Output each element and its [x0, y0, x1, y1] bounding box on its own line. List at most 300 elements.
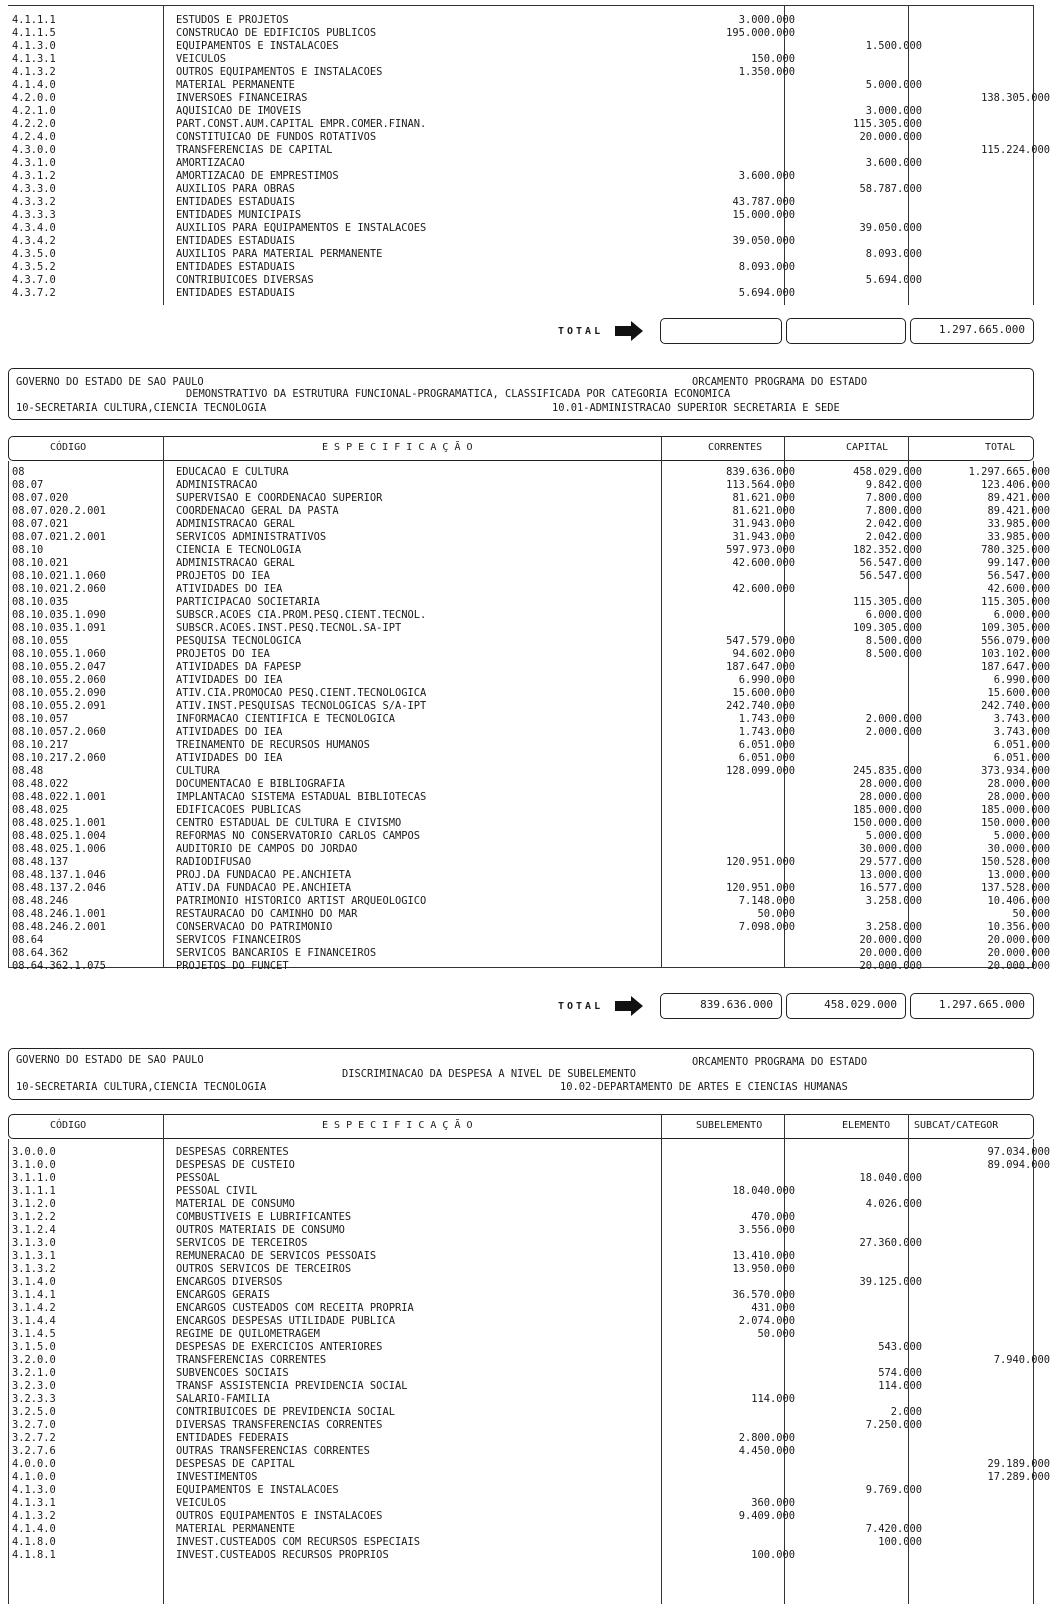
- row-value-b: 39.125.000: [859, 1276, 922, 1288]
- row-value-c: 373.934.000: [981, 765, 1050, 777]
- row-value-c: 89.094.000: [987, 1159, 1050, 1171]
- row-code: 4.3.0.0: [12, 144, 56, 156]
- table-row: [0, 1445, 1064, 1458]
- row-value-a: 18.040.000: [732, 1185, 795, 1197]
- table-row: [0, 765, 1064, 778]
- table-row: [0, 1328, 1064, 1341]
- table-row: [0, 261, 1064, 274]
- row-code: 3.1.2.2: [12, 1211, 56, 1223]
- table-row: [0, 1549, 1064, 1562]
- table-row: [0, 196, 1064, 209]
- row-description: ATIVIDADES DA FAPESP: [176, 661, 302, 673]
- row-code: 08.10.055: [12, 635, 69, 647]
- row-description: INFORMACAO CIENTIFICA E TECNOLOGICA: [176, 713, 395, 725]
- row-code: 08.10.021: [12, 557, 69, 569]
- table-row: [0, 79, 1064, 92]
- row-code: 3.1.3.0: [12, 1237, 56, 1249]
- row-value-a: 431.000: [751, 1302, 795, 1314]
- row-description: COORDENACAO GERAL DA PASTA: [176, 505, 339, 517]
- row-code: 08.10.217.2.060: [12, 752, 106, 764]
- row-code: 4.1.8.0: [12, 1536, 56, 1548]
- row-code: 4.3.1.2: [12, 170, 56, 182]
- row-description: CONSTRUCAO DE EDIFICIOS PUBLICOS: [176, 27, 377, 39]
- row-value-a: 8.093.000: [738, 261, 795, 273]
- table-row: [0, 1419, 1064, 1432]
- table-row: [0, 1224, 1064, 1237]
- table-row: [0, 1159, 1064, 1172]
- table-row: [0, 209, 1064, 222]
- row-description: INVEST.CUSTEADOS COM RECURSOS ESPECIAIS: [176, 1536, 420, 1548]
- row-description: ENTIDADES MUNICIPAIS: [176, 209, 302, 221]
- table-row: [0, 1341, 1064, 1354]
- table-row: [0, 1146, 1064, 1159]
- row-value-b: 8.500.000: [865, 648, 922, 660]
- table-row: [0, 1354, 1064, 1367]
- row-value-b: 100.000: [878, 1536, 922, 1548]
- table-row: [0, 1393, 1064, 1406]
- row-code: 08.07.020: [12, 492, 69, 504]
- row-value-b: 9.769.000: [865, 1484, 922, 1496]
- table-row: [0, 1289, 1064, 1302]
- row-description: MATERIAL PERMANENTE: [176, 79, 295, 91]
- row-value-a: 120.951.000: [726, 856, 795, 868]
- row-value-a: 360.000: [751, 1497, 795, 1509]
- row-value-c: 28.000.000: [987, 778, 1050, 790]
- table-row: [0, 687, 1064, 700]
- row-description: SERVICOS FINANCEIROS: [176, 934, 302, 946]
- row-code: 4.3.5.0: [12, 248, 56, 260]
- total-c: 1.297.665.000: [910, 318, 1034, 344]
- row-code: 4.2.0.0: [12, 92, 56, 104]
- row-value-a: 6.051.000: [738, 752, 795, 764]
- row-value-b: 8.093.000: [865, 248, 922, 260]
- row-code: 08.07.021.2.001: [12, 531, 106, 543]
- table-row: [0, 248, 1064, 261]
- row-description: PESQUISA TECNOLOGICA: [176, 635, 302, 647]
- row-description: TRANSFERENCIAS DE CAPITAL: [176, 144, 333, 156]
- row-code: 08.07.020.2.001: [12, 505, 106, 517]
- table-row: [0, 1172, 1064, 1185]
- table-row: [0, 791, 1064, 804]
- row-code: 08.07: [12, 479, 44, 491]
- row-code: 4.1.8.1: [12, 1549, 56, 1561]
- table-row: [0, 648, 1064, 661]
- row-value-c: 20.000.000: [987, 934, 1050, 946]
- row-value-b: 458.029.000: [853, 466, 922, 478]
- row-description: PESSOAL: [176, 1172, 220, 1184]
- table-row: [0, 960, 1064, 973]
- bot-col-a: SUBELEMENTO: [696, 1120, 763, 1131]
- row-description: SALARIO-FAMILIA: [176, 1393, 270, 1405]
- row-value-c: 33.985.000: [987, 531, 1050, 543]
- row-value-c: 556.079.000: [981, 635, 1050, 647]
- row-description: TREINAMENTO DE RECURSOS HUMANOS: [176, 739, 370, 751]
- row-code: 08.48.025.1.004: [12, 830, 106, 842]
- row-code: 4.1.4.0: [12, 79, 56, 91]
- table-row: [0, 778, 1064, 791]
- row-value-b: 3.600.000: [865, 157, 922, 169]
- row-value-a: 81.621.000: [732, 492, 795, 504]
- row-description: VEICULOS: [176, 53, 227, 65]
- total-b: 458.029.000: [786, 993, 906, 1019]
- table-row: [0, 66, 1064, 79]
- row-code: 3.2.3.0: [12, 1380, 56, 1392]
- row-value-b: 3.258.000: [865, 921, 922, 933]
- row-code: 3.2.0.0: [12, 1354, 56, 1366]
- row-description: CONTRIBUICOES DIVERSAS: [176, 274, 314, 286]
- table-row: [0, 53, 1064, 66]
- row-value-a: 3.600.000: [738, 170, 795, 182]
- row-description: ENTIDADES FEDERAIS: [176, 1432, 289, 1444]
- row-value-b: 18.040.000: [859, 1172, 922, 1184]
- table-row: [0, 622, 1064, 635]
- row-description: ENCARGOS GERAIS: [176, 1289, 270, 1301]
- table-row: [0, 583, 1064, 596]
- row-value-a: 100.000: [751, 1549, 795, 1561]
- row-description: ADMINISTRACAO GERAL: [176, 557, 295, 569]
- row-value-a: 13.410.000: [732, 1250, 795, 1262]
- row-value-b: 3.000.000: [865, 105, 922, 117]
- bot-rows: [0, 1146, 1064, 1562]
- row-description: RESTAURACAO DO CAMINHO DO MAR: [176, 908, 358, 920]
- row-code: 08.10.035.1.091: [12, 622, 106, 634]
- row-description: SUPERVISAO E COORDENACAO SUPERIOR: [176, 492, 383, 504]
- total-b: [786, 318, 906, 344]
- row-value-c: 103.102.000: [981, 648, 1050, 660]
- row-code: 3.1.4.1: [12, 1289, 56, 1301]
- row-code: 4.3.5.2: [12, 261, 56, 273]
- row-description: ENTIDADES ESTADUAIS: [176, 261, 295, 273]
- row-description: CONSTITUICAO DE FUNDOS ROTATIVOS: [176, 131, 377, 143]
- table-row: [0, 843, 1064, 856]
- row-description: RADIODIFUSAO: [176, 856, 252, 868]
- row-description: PROJETOS DO IEA: [176, 648, 270, 660]
- row-description: ENTIDADES ESTADUAIS: [176, 235, 295, 247]
- row-description: REFORMAS NO CONSERVATORIO CARLOS CAMPOS: [176, 830, 420, 842]
- row-code: 08.48.246.2.001: [12, 921, 106, 933]
- row-value-a: 43.787.000: [732, 196, 795, 208]
- row-description: ENCARGOS CUSTEADOS COM RECEITA PROPRIA: [176, 1302, 414, 1314]
- row-description: OUTROS MATERIAIS DE CONSUMO: [176, 1224, 345, 1236]
- row-code: 3.2.5.0: [12, 1406, 56, 1418]
- row-value-b: 5.694.000: [865, 274, 922, 286]
- row-value-a: 2.074.000: [738, 1315, 795, 1327]
- row-value-a: 15.600.000: [732, 687, 795, 699]
- row-value-c: 109.305.000: [981, 622, 1050, 634]
- table-row: [0, 505, 1064, 518]
- row-code: 4.1.3.2: [12, 1510, 56, 1522]
- row-code: 3.1.5.0: [12, 1341, 56, 1353]
- row-value-b: 4.026.000: [865, 1198, 922, 1210]
- row-description: OUTRAS TRANSFERENCIAS CORRENTES: [176, 1445, 370, 1457]
- table-row: [0, 674, 1064, 687]
- total-c: 1.297.665.000: [910, 993, 1034, 1019]
- row-value-a: 31.943.000: [732, 531, 795, 543]
- row-description: COMBUSTIVEIS E LUBRIFICANTES: [176, 1211, 352, 1223]
- table-row: [0, 596, 1064, 609]
- row-description: REMUNERACAO DE SERVICOS PESSOAIS: [176, 1250, 377, 1262]
- row-value-a: 15.000.000: [732, 209, 795, 221]
- row-value-a: 50.000: [757, 1328, 795, 1340]
- row-code: 08.64.362: [12, 947, 69, 959]
- row-description: MATERIAL DE CONSUMO: [176, 1198, 295, 1210]
- row-description: DESPESAS DE CUSTEIO: [176, 1159, 295, 1171]
- row-code: 08.10.021.2.060: [12, 583, 106, 595]
- row-code: 4.1.3.1: [12, 1497, 56, 1509]
- row-value-a: 13.950.000: [732, 1263, 795, 1275]
- row-code: 08.48.246: [12, 895, 69, 907]
- row-code: 4.1.0.0: [12, 1471, 56, 1483]
- row-code: 08.48: [12, 765, 44, 777]
- table-row: [0, 817, 1064, 830]
- row-description: ATIV.INST.PESQUISAS TECNOLOGICAS S/A-IPT: [176, 700, 427, 712]
- row-code: 3.2.7.0: [12, 1419, 56, 1431]
- total-label: TOTAL: [558, 326, 604, 337]
- row-value-c: 6.000.000: [993, 609, 1050, 621]
- table-row: [0, 1315, 1064, 1328]
- table-row: [0, 882, 1064, 895]
- table-row: [0, 235, 1064, 248]
- row-value-b: 114.000: [878, 1380, 922, 1392]
- row-description: DIVERSAS TRANSFERENCIAS CORRENTES: [176, 1419, 383, 1431]
- row-code: 4.3.4.0: [12, 222, 56, 234]
- row-code: 3.1.2.4: [12, 1224, 56, 1236]
- row-code: 08.10.055.2.060: [12, 674, 106, 686]
- row-code: 08.10: [12, 544, 44, 556]
- row-value-c: 13.000.000: [987, 869, 1050, 881]
- row-value-b: 543.000: [878, 1341, 922, 1353]
- row-code: 4.1.3.0: [12, 40, 56, 52]
- row-value-a: 195.000.000: [726, 27, 795, 39]
- row-description: ENCARGOS DESPESAS UTILIDADE PUBLICA: [176, 1315, 395, 1327]
- row-value-c: 780.325.000: [981, 544, 1050, 556]
- row-code: 4.1.3.1: [12, 53, 56, 65]
- row-code: 4.3.7.0: [12, 274, 56, 286]
- row-description: DOCUMENTACAO E BIBLIOGRAFIA: [176, 778, 345, 790]
- table-row: [0, 27, 1064, 40]
- table-row: [0, 1471, 1064, 1484]
- row-value-c: 3.743.000: [993, 713, 1050, 725]
- row-description: ESTUDOS E PROJETOS: [176, 14, 289, 26]
- table-row: [0, 1367, 1064, 1380]
- row-value-b: 185.000.000: [853, 804, 922, 816]
- row-value-c: 89.421.000: [987, 505, 1050, 517]
- row-value-a: 42.600.000: [732, 583, 795, 595]
- row-code: 4.3.4.2: [12, 235, 56, 247]
- row-value-c: 138.305.000: [981, 92, 1050, 104]
- row-code: 08.10.055.1.060: [12, 648, 106, 660]
- row-description: SERVICOS BANCARIOS E FINANCEIROS: [176, 947, 377, 959]
- row-description: ATIVIDADES DO IEA: [176, 752, 283, 764]
- row-description: INVESTIMENTOS: [176, 1471, 258, 1483]
- mid-header-secretaria: 10-SECRETARIA CULTURA,CIENCIA TECNOLOGIA: [16, 402, 267, 414]
- row-value-b: 182.352.000: [853, 544, 922, 556]
- row-code: 3.1.4.2: [12, 1302, 56, 1314]
- table-row: [0, 921, 1064, 934]
- table-row: [0, 713, 1064, 726]
- row-code: 08.48.137: [12, 856, 69, 868]
- row-value-c: 15.600.000: [987, 687, 1050, 699]
- row-description: DESPESAS CORRENTES: [176, 1146, 289, 1158]
- row-value-a: 94.602.000: [732, 648, 795, 660]
- row-value-b: 2.000.000: [865, 726, 922, 738]
- row-value-a: 120.951.000: [726, 882, 795, 894]
- row-description: ATIVIDADES DO IEA: [176, 674, 283, 686]
- row-value-c: 10.406.000: [987, 895, 1050, 907]
- top-rows: [0, 14, 1064, 300]
- table-row: [0, 40, 1064, 53]
- table-row: [0, 869, 1064, 882]
- row-code: 3.1.1.0: [12, 1172, 56, 1184]
- row-description: OUTROS EQUIPAMENTOS E INSTALACOES: [176, 66, 383, 78]
- row-value-a: 5.694.000: [738, 287, 795, 299]
- row-value-a: 50.000: [757, 908, 795, 920]
- row-value-b: 2.042.000: [865, 518, 922, 530]
- row-value-c: 99.147.000: [987, 557, 1050, 569]
- row-description: ADMINISTRACAO: [176, 479, 258, 491]
- arrow-right-icon: [615, 321, 643, 341]
- total-a: [660, 318, 782, 344]
- row-value-b: 115.305.000: [853, 596, 922, 608]
- row-value-b: 115.305.000: [853, 118, 922, 130]
- row-value-a: 113.564.000: [726, 479, 795, 491]
- table-row: [0, 274, 1064, 287]
- table-row: [0, 635, 1064, 648]
- row-code: 3.2.3.3: [12, 1393, 56, 1405]
- row-description: CONTRIBUICOES DE PREVIDENCIA SOCIAL: [176, 1406, 395, 1418]
- table-row: [0, 661, 1064, 674]
- row-value-c: 3.743.000: [993, 726, 1050, 738]
- row-value-a: 597.973.000: [726, 544, 795, 556]
- row-code: 08.48.137.2.046: [12, 882, 106, 894]
- row-description: TRANSFERENCIAS CORRENTES: [176, 1354, 327, 1366]
- row-description: INVERSOES FINANCEIRAS: [176, 92, 308, 104]
- row-value-c: 1.297.665.000: [968, 466, 1050, 478]
- row-value-b: 109.305.000: [853, 622, 922, 634]
- table-row: [0, 1250, 1064, 1263]
- table-row: [0, 479, 1064, 492]
- row-value-b: 2.042.000: [865, 531, 922, 543]
- row-description: ADMINISTRACAO GERAL: [176, 518, 295, 530]
- row-description: ATIVIDADES DO IEA: [176, 726, 283, 738]
- row-description: ATIVIDADES DO IEA: [176, 583, 283, 595]
- row-code: 4.3.1.0: [12, 157, 56, 169]
- row-description: VEICULOS: [176, 1497, 227, 1509]
- table-row: [0, 144, 1064, 157]
- row-code: 08.10.055.2.091: [12, 700, 106, 712]
- row-value-b: 7.800.000: [865, 505, 922, 517]
- bot-col-codigo: CÓDIGO: [50, 1120, 87, 1131]
- table-row: [0, 1380, 1064, 1393]
- row-value-b: 20.000.000: [859, 934, 922, 946]
- row-description: ATIV.DA FUNDACAO PE.ANCHIETA: [176, 882, 352, 894]
- row-code: 4.1.1.1: [12, 14, 56, 26]
- bot-header-unidade: 10.02-DEPARTAMENTO DE ARTES E CIENCIAS HUMANAS: [560, 1081, 848, 1093]
- row-description: SERVICOS DE TERCEIROS: [176, 1237, 308, 1249]
- table-row: [0, 1458, 1064, 1471]
- total-a: 839.636.000: [660, 993, 782, 1019]
- row-value-b: 8.500.000: [865, 635, 922, 647]
- row-value-c: 7.940.000: [993, 1354, 1050, 1366]
- row-value-b: 5.000.000: [865, 830, 922, 842]
- mid-header-orc: ORCAMENTO PROGRAMA DO ESTADO: [692, 376, 868, 388]
- row-value-a: 150.000: [751, 53, 795, 65]
- table-row: [0, 544, 1064, 557]
- row-value-c: 6.051.000: [993, 752, 1050, 764]
- row-value-b: 29.577.000: [859, 856, 922, 868]
- row-value-b: 28.000.000: [859, 791, 922, 803]
- mid-header-title: DEMONSTRATIVO DA ESTRUTURA FUNCIONAL-PROGRAMATICA, CLASSIFICADA POR CATEGORIA ECONOMICA: [186, 388, 731, 400]
- mid-header-unidade: 10.01-ADMINISTRACAO SUPERIOR SECRETARIA E SEDE: [552, 402, 840, 414]
- row-description: PARTICIPACAO SOCIETARIA: [176, 596, 320, 608]
- table-row: [0, 609, 1064, 622]
- table-row: [0, 804, 1064, 817]
- row-code: 4.0.0.0: [12, 1458, 56, 1470]
- mid-col-c: TOTAL: [985, 442, 1016, 453]
- table-row: [0, 895, 1064, 908]
- table-row: [0, 1523, 1064, 1536]
- row-value-b: 39.050.000: [859, 222, 922, 234]
- row-code: 3.0.0.0: [12, 1146, 56, 1158]
- row-code: 4.3.3.2: [12, 196, 56, 208]
- row-value-a: 7.148.000: [738, 895, 795, 907]
- table-row: [0, 947, 1064, 960]
- table-row: [0, 700, 1064, 713]
- row-code: 08.48.025.1.006: [12, 843, 106, 855]
- row-code: 4.1.3.0: [12, 1484, 56, 1496]
- row-description: REGIME DE QUILOMETRAGEM: [176, 1328, 320, 1340]
- mid-header-gov: GOVERNO DO ESTADO DE SAO PAULO: [16, 376, 204, 388]
- row-value-b: 16.577.000: [859, 882, 922, 894]
- row-description: ENCARGOS DIVERSOS: [176, 1276, 283, 1288]
- row-code: 08: [12, 466, 25, 478]
- row-description: EQUIPAMENTOS E INSTALACOES: [176, 1484, 339, 1496]
- row-code: 08.10.035: [12, 596, 69, 608]
- mid-col-codigo: CÓDIGO: [50, 442, 87, 453]
- row-code: 08.48.025.1.001: [12, 817, 106, 829]
- table-row: [0, 1510, 1064, 1523]
- row-code: 3.2.7.2: [12, 1432, 56, 1444]
- bot-col-b: ELEMENTO: [842, 1120, 891, 1131]
- row-code: 3.1.3.1: [12, 1250, 56, 1262]
- row-code: 08.07.021: [12, 518, 69, 530]
- row-code: 4.1.4.0: [12, 1523, 56, 1535]
- row-description: IMPLANTACAO SISTEMA ESTADUAL BIBLIOTECAS: [176, 791, 427, 803]
- row-value-a: 3.000.000: [738, 14, 795, 26]
- row-code: 3.1.0.0: [12, 1159, 56, 1171]
- row-code: 3.1.4.5: [12, 1328, 56, 1340]
- table-row: [0, 118, 1064, 131]
- row-value-c: 187.647.000: [981, 661, 1050, 673]
- row-value-b: 28.000.000: [859, 778, 922, 790]
- row-description: SUBSCR.ACOES CIA.PROM.PESQ.CIENT.TECNOL.: [176, 609, 427, 621]
- row-value-c: 33.985.000: [987, 518, 1050, 530]
- table-row: [0, 726, 1064, 739]
- row-value-b: 7.420.000: [865, 1523, 922, 1535]
- row-code: 3.2.1.0: [12, 1367, 56, 1379]
- table-row: [0, 856, 1064, 869]
- table-row: [0, 1237, 1064, 1250]
- row-value-a: 39.050.000: [732, 235, 795, 247]
- row-description: PROJETOS DO FUNCET: [176, 960, 289, 972]
- row-value-b: 1.500.000: [865, 40, 922, 52]
- row-code: 08.10.055.2.047: [12, 661, 106, 673]
- row-description: AMORTIZACAO: [176, 157, 245, 169]
- row-value-a: 1.743.000: [738, 713, 795, 725]
- table-row: [0, 131, 1064, 144]
- table-row: [0, 222, 1064, 235]
- row-description: ENTIDADES ESTADUAIS: [176, 196, 295, 208]
